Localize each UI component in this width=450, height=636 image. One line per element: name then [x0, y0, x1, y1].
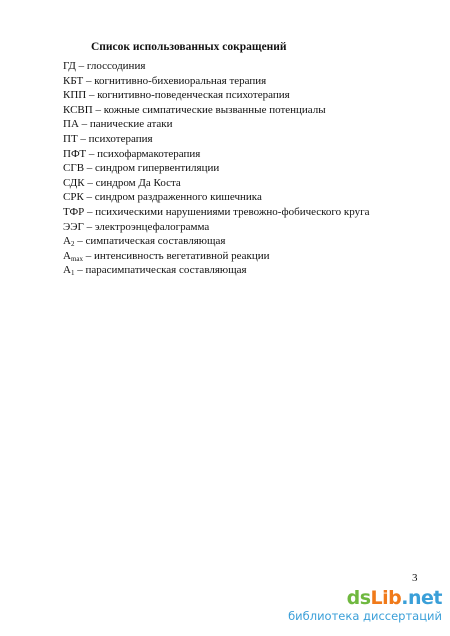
abbreviation-item — [63, 220, 370, 235]
abbreviation-item — [63, 234, 370, 249]
abbreviation-definition: интенсивность вегетативной реакции — [94, 249, 270, 262]
abbreviation-separator: – — [92, 103, 104, 116]
abbreviation-term-text: СРК — [63, 191, 84, 204]
abbreviation-term-text: А — [63, 264, 71, 277]
abbreviation-item — [63, 117, 370, 132]
abbreviation-term — [63, 177, 85, 189]
abbreviation-term-text: КБТ — [63, 74, 84, 87]
abbreviation-term — [63, 250, 83, 262]
abbreviation-term — [63, 206, 84, 218]
abbreviation-definition: когнитивно-бихевиоральная терапия — [94, 74, 267, 87]
abbreviation-term-text: ГД — [63, 60, 76, 72]
abbreviation-separator: – — [86, 147, 98, 160]
abbreviation-definition: глоссодиния — [86, 60, 146, 72]
abbreviation-separator: – — [75, 60, 87, 72]
abbreviation-item — [63, 59, 370, 74]
abbreviation-term — [63, 89, 86, 101]
page-number: 3 — [412, 572, 418, 584]
logo-part-lib: Lib — [370, 587, 402, 609]
abbreviation-separator: – — [74, 264, 86, 277]
abbreviation-term-text: ПФТ — [63, 147, 87, 160]
watermark-subtitle: библиотека диссертаций — [288, 609, 442, 623]
abbreviation-term — [63, 191, 84, 203]
abbreviation-item — [63, 103, 370, 118]
abbreviation-definition: электроэнцефалограмма — [94, 220, 210, 233]
abbreviation-term — [63, 162, 84, 174]
abbreviation-term — [63, 148, 86, 160]
abbreviation-term — [63, 133, 78, 145]
abbreviation-term-text: А — [63, 235, 71, 248]
abbreviation-term-text: КПП — [63, 89, 87, 102]
abbreviation-item — [63, 249, 370, 264]
abbreviation-term — [63, 221, 84, 233]
abbreviation-item — [63, 147, 370, 162]
abbreviation-item — [63, 176, 370, 191]
abbreviation-definition: синдром гипервентиляции — [95, 162, 220, 175]
watermark-logo-text — [288, 588, 442, 608]
abbreviation-term — [63, 235, 74, 247]
abbreviation-definition: кожные симпатические вызванные потенциалы — [103, 103, 326, 116]
abbreviation-item — [63, 88, 370, 103]
abbreviation-term-text: ЭЭГ — [63, 220, 84, 233]
logo-part-ds: ds — [346, 587, 371, 609]
abbreviation-definition: психотерапия — [88, 132, 153, 145]
abbreviation-subscript: max — [70, 254, 84, 263]
abbreviation-item — [63, 132, 370, 147]
abbreviation-item — [63, 205, 370, 220]
abbreviation-term-text: ПА — [63, 118, 79, 131]
abbreviation-separator: – — [84, 205, 96, 218]
logo-part-net: .net — [401, 587, 442, 609]
abbreviation-separator: – — [83, 74, 95, 87]
abbreviation-term-text: А — [63, 249, 71, 262]
abbreviation-definition: симпатическая составляющая — [85, 235, 226, 248]
abbreviation-separator: – — [83, 191, 95, 204]
abbreviation-term — [63, 118, 79, 130]
abbreviation-definition: когнитивно-поведенческая психотерапия — [97, 89, 290, 102]
abbreviation-term — [63, 264, 74, 276]
abbreviation-list — [63, 59, 370, 278]
abbreviation-separator: – — [84, 162, 96, 175]
abbreviation-term — [63, 60, 76, 72]
abbreviation-term — [63, 104, 93, 116]
abbreviation-item — [63, 161, 370, 176]
abbreviation-item — [63, 263, 370, 278]
abbreviation-term-text: ПТ — [63, 132, 78, 145]
page-title: Список использованных сокращений — [91, 41, 287, 53]
abbreviation-term-text: СГВ — [63, 162, 85, 175]
abbreviation-term — [63, 75, 83, 87]
abbreviation-definition: психическими нарушениями тревожно-фобического круга — [95, 205, 370, 218]
abbreviation-subscript: 2 — [70, 240, 75, 249]
abbreviation-definition: панические атаки — [89, 118, 173, 131]
abbreviation-definition: психофармакотерапия — [97, 147, 201, 160]
abbreviation-separator: – — [77, 132, 89, 145]
abbreviation-term-text: СДК — [63, 176, 85, 189]
abbreviation-item — [63, 74, 370, 89]
abbreviation-separator: – — [78, 118, 90, 131]
watermark-logo[interactable] — [288, 588, 442, 624]
abbreviation-separator: – — [86, 89, 98, 102]
abbreviation-definition: синдром Да Коста — [95, 176, 181, 189]
abbreviation-subscript: 1 — [70, 269, 75, 278]
abbreviation-term-text: КСВП — [63, 103, 93, 116]
abbreviation-separator: – — [83, 220, 95, 233]
abbreviation-term-text: ТФР — [63, 205, 85, 218]
abbreviation-separator: – — [84, 176, 96, 189]
abbreviation-separator: – — [83, 249, 95, 262]
abbreviation-definition: синдром раздраженного кишечника — [94, 191, 262, 204]
abbreviation-separator: – — [74, 235, 86, 248]
abbreviation-item — [63, 190, 370, 205]
abbreviation-definition: парасимпатическая составляющая — [85, 264, 247, 277]
